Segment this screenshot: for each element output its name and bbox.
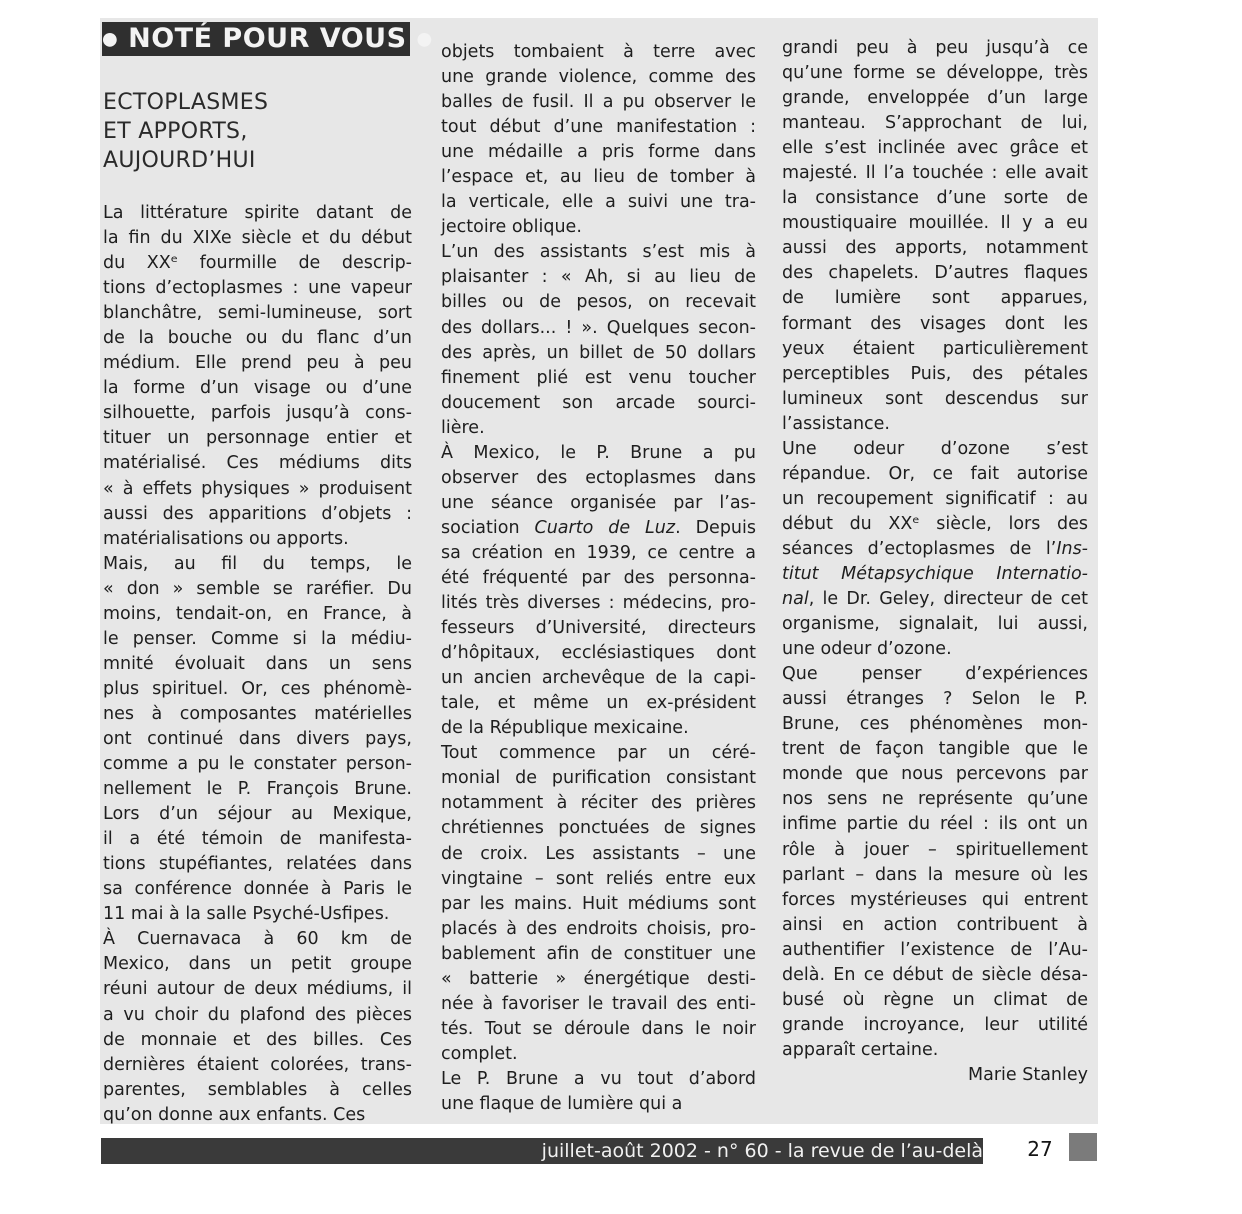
text-line: tituer un personnage entier et bbox=[103, 428, 412, 449]
text-line: grande incroyance, leur utilité bbox=[782, 1014, 1088, 1035]
text-line: il a été témoin de manifesta- bbox=[103, 829, 412, 850]
text-line: nellement le P. François Brune. bbox=[103, 779, 412, 800]
text-line: manteau. S’approchant de lui, bbox=[782, 113, 1088, 134]
text-line: une flaque de lumière qui a bbox=[441, 1093, 683, 1114]
text-line: a vu choir du plafond des pièces bbox=[103, 1004, 412, 1025]
text-line: l’assistance. bbox=[782, 413, 890, 434]
text-line: Brune, ces phénomènes mon- bbox=[782, 714, 1088, 735]
text-line: À Mexico, le P. Brune a pu bbox=[441, 442, 756, 463]
text-line: nos sens ne représente qu’une bbox=[782, 789, 1088, 810]
text-line: Que penser d’expériences bbox=[782, 664, 1088, 685]
text-line: lumineux sont descendus sur bbox=[782, 388, 1088, 409]
text-line: rôle à jouer – spirituellement bbox=[782, 839, 1088, 860]
text-line: formant des visages dont les bbox=[782, 313, 1088, 334]
text-line: silhouette, parfois jusqu’à cons- bbox=[103, 403, 412, 424]
text-line: perceptibles Puis, des pétales bbox=[782, 363, 1088, 384]
text-line: aussi étranges ? Selon le P. bbox=[782, 689, 1088, 710]
text-line: « don » semble se raréfier. Du bbox=[103, 578, 412, 599]
headline-line: ET APPORTS, bbox=[103, 119, 248, 144]
text-line: ont continué dans divers pays, bbox=[103, 728, 412, 749]
page-number: 27 bbox=[1027, 1137, 1053, 1161]
author-signature: Marie Stanley bbox=[968, 1064, 1088, 1085]
text-line: Une odeur d’ozone s’est bbox=[782, 438, 1088, 459]
text-line: aussi des apparitions d’objets : bbox=[103, 503, 412, 524]
text-line: dernières étaient colorées, trans- bbox=[103, 1054, 412, 1075]
text-line: 11 mai à la salle Psyché-Usfipes. bbox=[103, 904, 390, 925]
text-line: balles de fusil. Il a pu observer le bbox=[441, 92, 756, 113]
text-line: Le P. Brune a vu tout d’abord bbox=[441, 1068, 756, 1089]
text-line: Lors d’un séjour au Mexique, bbox=[103, 804, 412, 825]
text-line: été fréquenté par des personna- bbox=[441, 567, 756, 588]
text-line: de la bouche ou du flanc d’un bbox=[103, 328, 412, 349]
section-rubric bbox=[102, 22, 433, 56]
headline-line: ECTOPLASMES bbox=[103, 90, 269, 115]
text-line: La littérature spirite datant de bbox=[103, 203, 412, 223]
text-line: d’hôpitaux, ecclésiastiques dont bbox=[441, 643, 756, 664]
text-line: sociation Cuarto de Luz. Depuis bbox=[441, 517, 756, 538]
text-line: forces mystérieuses qui entrent bbox=[782, 889, 1088, 910]
text-line: observer des ectoplasmes dans bbox=[441, 467, 756, 488]
text-line: complet. bbox=[441, 1043, 518, 1064]
text-line: de croix. Les assistants – une bbox=[441, 843, 756, 864]
text-line: parentes, semblables à celles bbox=[103, 1079, 412, 1100]
text-line: une médaille a pris forme dans bbox=[441, 142, 756, 163]
text-line: notamment à réciter des prières bbox=[441, 793, 756, 814]
text-line: plaisanter : « Ah, si au lieu de bbox=[441, 267, 756, 288]
text-line: comme a pu le constater person- bbox=[103, 754, 412, 775]
text-line: bablement afin de constituer une bbox=[441, 943, 756, 964]
text-line: par les mains. Huit médiums sont bbox=[441, 893, 756, 914]
text-line: un ancien archevêque de la capi- bbox=[441, 668, 756, 689]
text-line: des dollars... ! ». Quelques secon- bbox=[441, 317, 756, 338]
text-line: lités très diverses : médecins, pro- bbox=[441, 593, 756, 614]
text-line: de la République mexicaine. bbox=[441, 718, 689, 739]
rubric-bullet-right: ● bbox=[416, 28, 433, 50]
text-line: un recoupement significatif : au bbox=[782, 488, 1088, 509]
text-line: placés à des endroits choisis, pro- bbox=[441, 918, 756, 939]
rubric-label: NOTÉ POUR VOUS bbox=[128, 23, 407, 54]
text-line: tions stupéfiantes, relatées dans bbox=[103, 854, 412, 875]
text-line: chrétiennes ponctuées de signes bbox=[441, 818, 756, 839]
text-line: delà. En ce début de siècle désa- bbox=[782, 964, 1088, 985]
text-line: objets tombaient à terre avec bbox=[441, 42, 756, 62]
text-line: monial de purification consistant bbox=[441, 768, 756, 789]
text-line: tés. Tout se déroule dans le noir bbox=[441, 1018, 756, 1039]
text-line: réuni autour de deux médiums, il bbox=[103, 979, 412, 1000]
text-line: qu’on donne aux enfants. Ces bbox=[103, 1104, 366, 1125]
footer-issue-label: juillet-août 2002 - n° 60 - la revue de l’au-delà bbox=[541, 1140, 983, 1162]
text-column-2 bbox=[441, 40, 756, 1117]
text-line: une odeur d’ozone. bbox=[782, 639, 952, 660]
text-line: « batterie » énergétique desti- bbox=[441, 968, 756, 989]
text-line: vingtaine – sont reliés entre eux bbox=[441, 868, 756, 889]
text-line: « à effets physiques » produisent bbox=[103, 478, 412, 499]
text-line: monde que nous percevons par bbox=[782, 764, 1088, 785]
text-line: moins, tendait-on, en France, à bbox=[103, 603, 412, 624]
text-line: tout début d’une manifestation : bbox=[441, 117, 756, 138]
text-line: billes ou de pesos, on recevait bbox=[441, 292, 756, 313]
rubric-bullet-left: ● bbox=[102, 28, 119, 50]
text-line: busé où règne un climat de bbox=[782, 989, 1088, 1010]
text-line: organisme, signalait, lui aussi, bbox=[782, 614, 1088, 635]
text-line: apparaît certaine. bbox=[782, 1039, 939, 1060]
text-line: moustiquaire mouillée. Il y a eu bbox=[782, 213, 1088, 234]
text-line: jectoire oblique. bbox=[441, 217, 582, 238]
text-line: aussi des apports, notamment bbox=[782, 238, 1088, 259]
text-line: des chapelets. D’autres flaques bbox=[782, 263, 1088, 284]
text-line: nal, le Dr. Geley, directeur de cet bbox=[782, 589, 1088, 610]
text-line: début du XXᵉ siècle, lors des bbox=[782, 513, 1088, 534]
text-line: née à favoriser le travail des enti- bbox=[441, 993, 756, 1014]
text-line: yeux étaient particulièrement bbox=[782, 338, 1088, 359]
text-line: matérialisations ou apports. bbox=[103, 528, 349, 549]
text-line: elle s’est inclinée avec grâce et bbox=[782, 138, 1088, 159]
text-line: la fin du XIXe siècle et du début bbox=[103, 228, 412, 249]
text-line: tale, et même un ex-président bbox=[441, 693, 756, 714]
text-line: blanchâtre, semi-lumineuse, sort bbox=[103, 303, 412, 324]
text-line: titut Métapsychique Internatio- bbox=[782, 563, 1088, 584]
text-line: répandue. Or, ce fait autorise bbox=[782, 463, 1088, 484]
text-line: une séance organisée par l’as- bbox=[441, 492, 756, 513]
text-line: des après, un billet de 50 dollars bbox=[441, 342, 756, 363]
text-line: grande, enveloppée d’un large bbox=[782, 88, 1088, 109]
headline-line: AUJOURD’HUI bbox=[103, 148, 256, 173]
text-column-1 bbox=[103, 201, 412, 1128]
text-line: fesseurs d’Université, directeurs bbox=[441, 618, 756, 639]
text-line: grandi peu à peu jusqu’à ce bbox=[782, 38, 1088, 58]
text-line: sa conférence donnée à Paris le bbox=[103, 879, 412, 900]
text-line: authentifier l’existence de l’Au- bbox=[782, 939, 1088, 960]
text-line: mnité évoluait dans un sens bbox=[103, 653, 412, 674]
text-line: Mexico, dans un petit groupe bbox=[103, 954, 412, 975]
text-line: séances d’ectoplasmes de l’Ins- bbox=[782, 538, 1088, 559]
footer-marker bbox=[1069, 1133, 1097, 1161]
text-line: l’espace et, au lieu de tomber à bbox=[441, 167, 756, 188]
article-headline bbox=[103, 88, 403, 175]
text-line: Mais, au fil du temps, le bbox=[103, 553, 412, 574]
text-line: majesté. Il l’a touchée : elle avait bbox=[782, 163, 1088, 184]
text-line: plus spirituel. Or, ces phénomè- bbox=[103, 678, 412, 699]
text-line: Tout commence par un céré- bbox=[441, 743, 756, 764]
text-line: trent de façon tangible que le bbox=[782, 739, 1088, 760]
text-line: parlant – dans la mesure où les bbox=[782, 864, 1088, 885]
text-line: la forme d’un visage ou d’une bbox=[103, 378, 412, 399]
text-line: matérialisé. Ces médiums dits bbox=[103, 453, 412, 474]
text-line: de lumière sont apparues, bbox=[782, 288, 1088, 309]
text-line: doucement son arcade sourci- bbox=[441, 392, 756, 413]
text-line: finement plié est venu toucher bbox=[441, 367, 756, 388]
text-line: la consistance d’une sorte de bbox=[782, 188, 1088, 209]
text-line: médium. Elle prend peu à peu bbox=[103, 353, 412, 374]
text-line: sa création en 1939, ce centre a bbox=[441, 542, 756, 563]
text-line: ainsi en action contribuent à bbox=[782, 914, 1088, 935]
text-line: de monnaie et des billes. Ces bbox=[103, 1029, 412, 1050]
text-line: nes à composantes matérielles bbox=[103, 703, 412, 724]
text-column-3 bbox=[782, 36, 1088, 1088]
text-line: le penser. Comme si la médiu- bbox=[103, 628, 412, 649]
text-line: tions d’ectoplasmes : une vapeur bbox=[103, 278, 412, 299]
text-line: infime partie du réel : ils ont un bbox=[782, 814, 1088, 835]
text-line: À Cuernavaca à 60 km de bbox=[103, 929, 412, 950]
text-line: du XXᵉ fourmille de descrip- bbox=[103, 253, 412, 274]
text-line: lière. bbox=[441, 417, 485, 438]
text-line: qu’une forme se développe, très bbox=[782, 63, 1088, 84]
text-line: la verticale, elle a suivi une tra- bbox=[441, 192, 756, 213]
text-line: une grande violence, comme des bbox=[441, 67, 756, 88]
text-line: L’un des assistants s’est mis à bbox=[441, 242, 756, 263]
